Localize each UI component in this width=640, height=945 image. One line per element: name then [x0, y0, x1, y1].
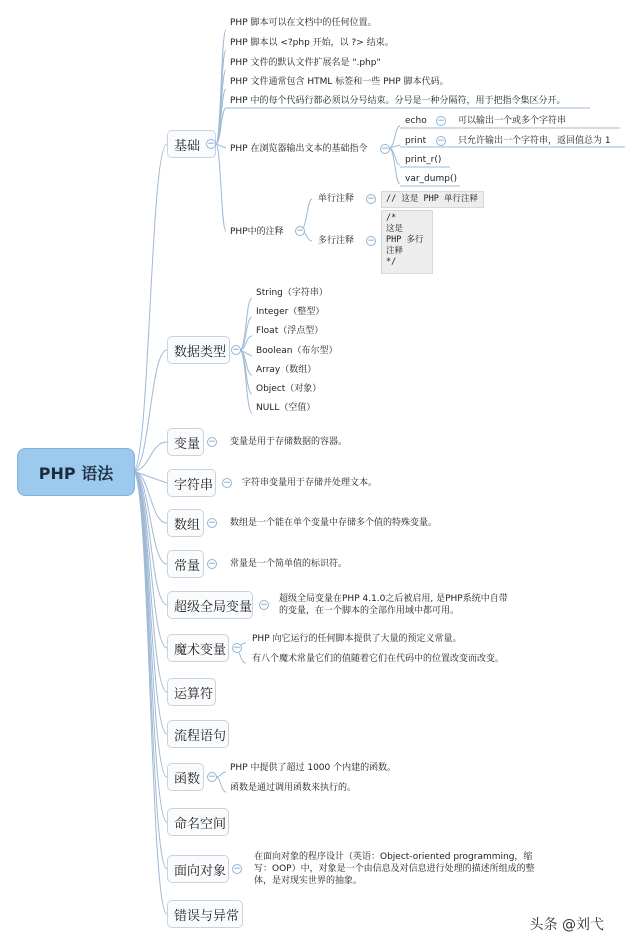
constants-desc: 常量是一个简单值的标识符。: [230, 559, 348, 569]
category-flow[interactable]: 流程语句: [167, 720, 229, 748]
collapse-icon[interactable]: −: [207, 139, 215, 149]
category-constants[interactable]: 常量: [167, 550, 204, 578]
collapse-icon[interactable]: −: [381, 144, 389, 154]
category-operators[interactable]: 运算符: [167, 678, 216, 706]
collapse-icon[interactable]: −: [367, 194, 375, 204]
collapse-icon[interactable]: −: [208, 518, 216, 528]
category-errors[interactable]: 错误与异常: [167, 900, 243, 928]
category-superglobals[interactable]: 超级全局变量: [167, 591, 253, 619]
collapse-icon[interactable]: −: [233, 643, 241, 653]
collapse-icon[interactable]: −: [208, 772, 216, 782]
datatype-item: String（字符串）: [256, 288, 328, 298]
superglobals-desc: 超级全局变量在PHP 4.1.0之后被启用, 是PHP系统中自带的变量，在一个脚本的全部作用域中都可用。: [279, 594, 508, 616]
oop-desc: 在面向对象的程序设计（英语：Object-oriented programming，缩写：OOP）中，对象是一个由信息及对信息进行处理的描述所组成的整体，是对现实世界的抽象。: [254, 852, 535, 886]
datatype-item: Array（数组）: [256, 365, 317, 375]
collapse-icon[interactable]: −: [208, 437, 216, 447]
functions-item: PHP 中提供了超过 1000 个内建的函数。: [230, 763, 397, 773]
collapse-icon[interactable]: −: [437, 136, 445, 146]
magic-item: PHP 向它运行的任何脚本提供了大量的预定义常量。: [252, 634, 462, 644]
basics-item: PHP 中的每个代码行都必须以分号结束。分号是一种分隔符，用于把指令集区分开。: [230, 96, 566, 106]
print-label: print: [405, 136, 427, 146]
datatype-item: Object（对象）: [256, 384, 322, 394]
collapse-icon[interactable]: −: [437, 116, 445, 126]
print-r-label: print_r(): [405, 155, 442, 165]
strings-desc: 字符串变量用于存储并处理文本。: [242, 478, 378, 488]
category-namespace[interactable]: 命名空间: [167, 808, 229, 836]
watermark: 头条 @刘弋: [529, 917, 604, 933]
basics-item: PHP 文件的默认文件扩展名是 ".php": [230, 58, 381, 68]
echo-label: echo: [405, 116, 427, 126]
category-arrays[interactable]: 数组: [167, 509, 204, 537]
comments-label: PHP中的注释: [230, 227, 284, 237]
collapse-icon[interactable]: −: [208, 559, 216, 569]
datatype-item: NULL（空值）: [256, 403, 316, 413]
echo-desc: 可以输出一个或多个字符串: [458, 116, 567, 126]
datatype-item: Integer（整型）: [256, 307, 325, 317]
single-comment-label: 单行注释: [318, 194, 355, 204]
basics-item: PHP 文件通常包含 HTML 标签和一些 PHP 脚本代码。: [230, 77, 449, 87]
collapse-icon[interactable]: −: [367, 236, 375, 246]
collapse-icon[interactable]: −: [223, 478, 231, 488]
magic-item: 有八个魔术常量它们的值随着它们在代码中的位置改变而改变。: [252, 654, 505, 664]
output-commands-label: PHP 在浏览器输出文本的基础指令: [230, 144, 368, 154]
root-node[interactable]: PHP 语法: [17, 448, 135, 496]
variables-desc: 变量是用于存储数据的容器。: [230, 437, 348, 447]
multi-comment-code: /* 这是 PHP 多行 注释 */: [381, 210, 433, 274]
collapse-icon[interactable]: −: [296, 226, 304, 236]
category-strings[interactable]: 字符串: [167, 469, 216, 497]
datatype-item: Boolean（布尔型）: [256, 346, 338, 356]
arrays-desc: 数组是一个能在单个变量中存储多个值的特殊变量。: [230, 518, 438, 528]
collapse-icon[interactable]: −: [232, 345, 240, 355]
collapse-icon[interactable]: −: [260, 600, 268, 610]
category-functions[interactable]: 函数: [167, 763, 204, 791]
print-desc: 只允许输出一个字符串，返回值总为 1: [458, 136, 611, 146]
var-dump-label: var_dump(): [405, 174, 457, 184]
collapse-icon[interactable]: −: [233, 864, 241, 874]
category-datatypes[interactable]: 数据类型: [167, 336, 230, 364]
datatype-item: Float（浮点型）: [256, 326, 324, 336]
category-basics[interactable]: 基础: [167, 130, 216, 158]
basics-item: PHP 脚本可以在文档中的任何位置。: [230, 18, 377, 28]
basics-item: PHP 脚本以 <?php 开始，以 ?> 结束。: [230, 38, 394, 48]
category-variables[interactable]: 变量: [167, 428, 204, 456]
category-magic[interactable]: 魔术变量: [167, 634, 229, 662]
category-oop[interactable]: 面向对象: [167, 855, 229, 883]
multi-comment-label: 多行注释: [318, 236, 355, 246]
functions-item: 函数是通过调用函数来执行的。: [230, 783, 357, 793]
single-comment-code: // 这是 PHP 单行注释: [381, 191, 484, 208]
